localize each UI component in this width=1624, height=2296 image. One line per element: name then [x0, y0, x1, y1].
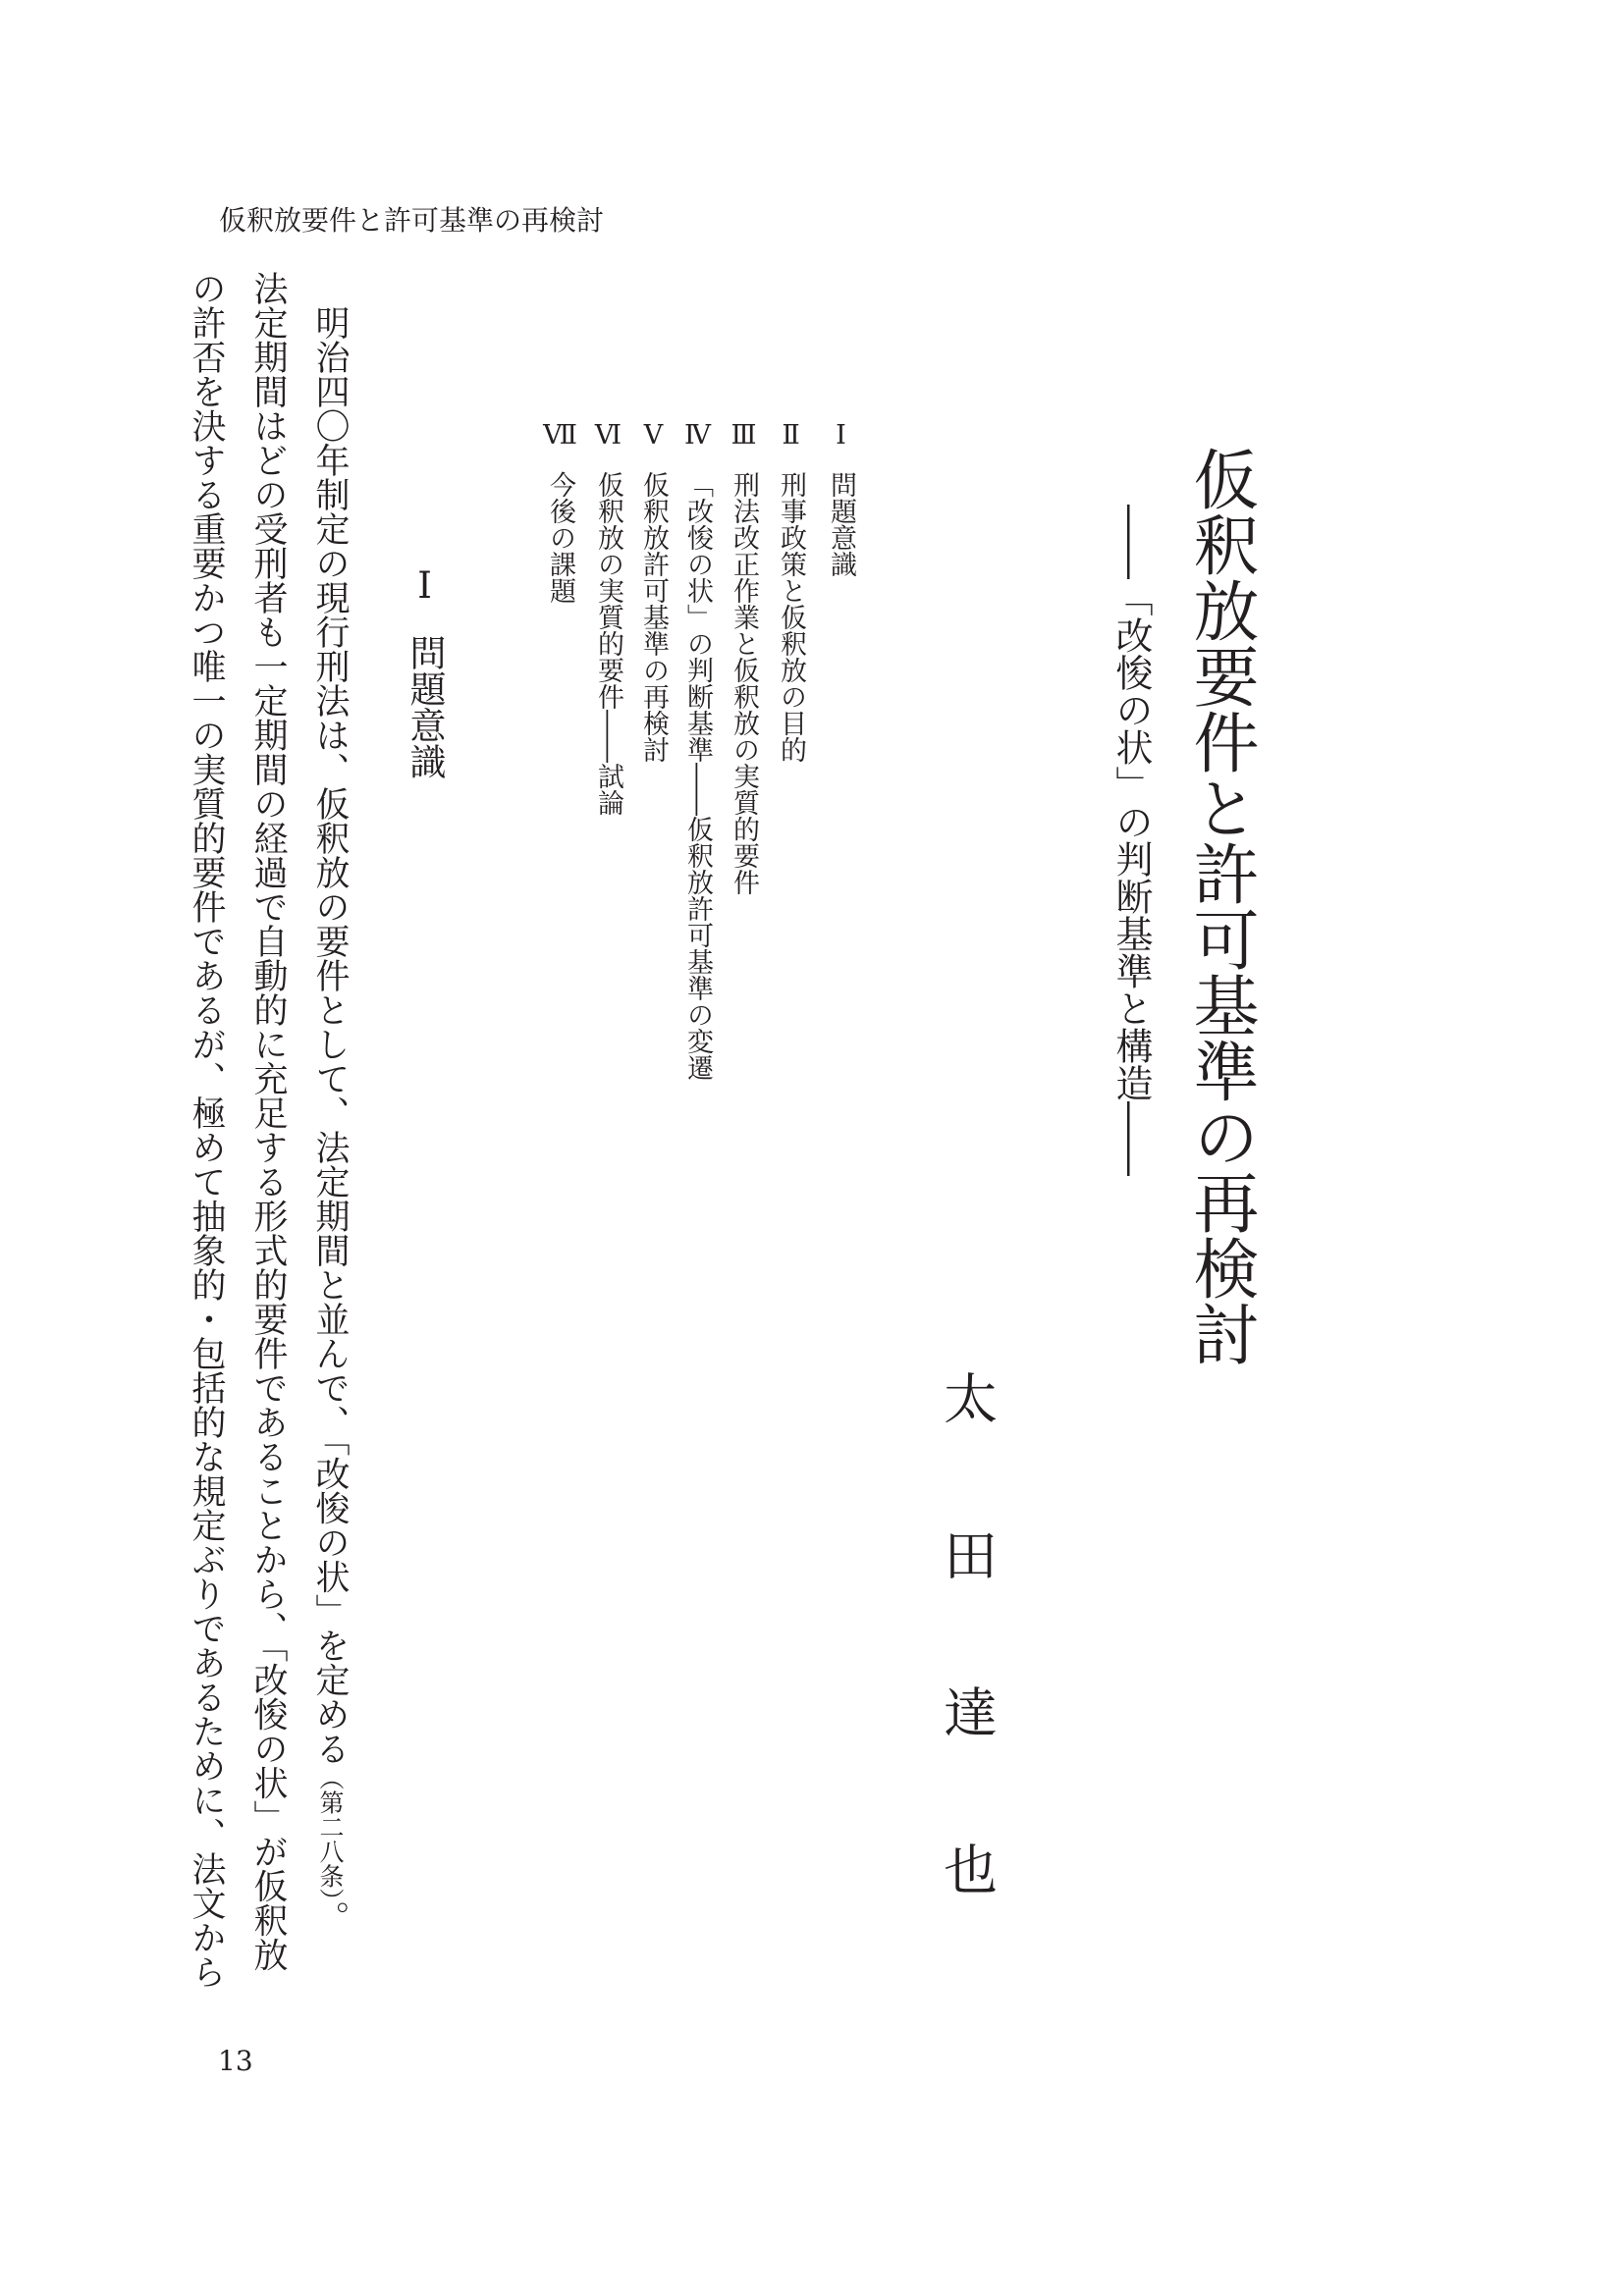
toc-item	[684, 420, 711, 1081]
toc-item	[731, 420, 757, 895]
toc-item-label: 仮釈放の実質的要件――試論	[593, 471, 623, 816]
toc-item-number: Ⅱ	[776, 420, 806, 451]
toc-item-label: 刑法改正作業と仮釈放の実質的要件	[729, 471, 759, 895]
body-column-text: 明治四〇年制定の現行刑法は、仮釈放の要件として、法定期間と並んで、「改悛の状」を定める	[310, 305, 350, 1766]
toc-item	[595, 420, 622, 816]
running-header: 仮釈放要件と許可基準の再検討	[219, 204, 605, 237]
toc-item-label: 「改悛の状」の判断基準――仮釈放許可基準の変遷	[682, 471, 713, 1081]
toc-item-number: Ⅴ	[638, 420, 669, 451]
body-column: 法定期間はどの受刑者も一定期間の経過で自動的に充足する形式的要件であることから、「改悛の状」が仮釈放	[248, 271, 288, 1972]
toc-item-number: Ⅰ	[826, 420, 856, 451]
toc-item	[640, 420, 667, 763]
author-name: 太田達也	[935, 1370, 998, 1999]
toc-item	[828, 420, 854, 577]
section-title: 問題意識	[404, 634, 446, 779]
article-title: 仮釈放要件と許可基準の再検討	[1183, 446, 1260, 1366]
section-number: Ⅰ	[404, 564, 446, 607]
page-number: 13	[218, 2045, 253, 2077]
toc-item-number: Ⅲ	[729, 420, 759, 451]
toc-item-label: 今後の課題	[545, 471, 575, 604]
toc-item-number: Ⅳ	[682, 420, 713, 451]
toc-item-label: 刑事政策と仮釈放の目的	[776, 471, 806, 763]
toc-item-number: Ⅶ	[545, 420, 575, 451]
toc-item-label: 問題意識	[826, 471, 856, 577]
toc-item-label: 仮釈放許可基準の再検討	[638, 471, 669, 763]
section-heading	[404, 564, 446, 779]
citation-note: （第二八条）	[316, 1765, 345, 1900]
body-column-tail: 。	[310, 1900, 350, 1935]
toc-item	[547, 420, 573, 604]
body-column	[310, 271, 350, 1935]
toc-item	[778, 420, 804, 763]
toc-item-number: Ⅵ	[593, 420, 623, 451]
article-subtitle: ――「改悛の状」の判断基準と構造――	[1110, 505, 1153, 1176]
body-column: の許否を決する重要かつ唯一の実質的要件であるが、極めて抽象的・包括的な規定ぶりであるために、法文から	[187, 271, 226, 1989]
